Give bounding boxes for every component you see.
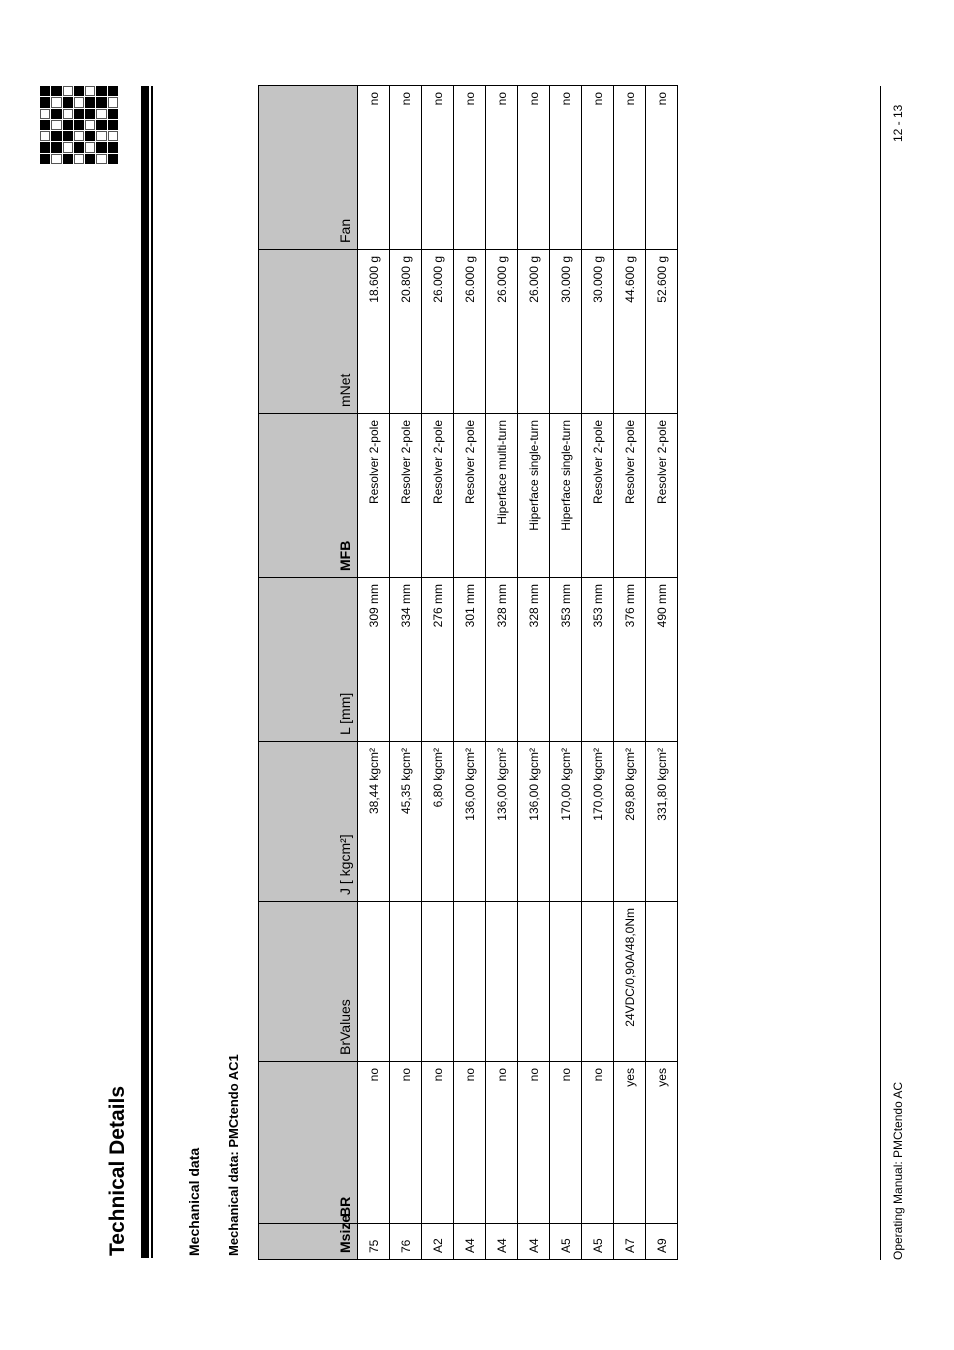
column-header-l: L [mm]	[259, 578, 358, 742]
table-cell-fan: no	[646, 86, 678, 250]
table-cell-fan: no	[358, 86, 390, 250]
footer-rule	[880, 86, 881, 1260]
table-cell-l: 276 mm	[422, 578, 454, 742]
table-cell-msize: A5	[582, 1224, 614, 1260]
table-cell-brvalues	[486, 902, 518, 1062]
table-cell-br: no	[582, 1062, 614, 1224]
table-row	[550, 86, 582, 1260]
table-cell-j: 170,00 kgcm²	[582, 742, 614, 902]
table-cell-mnet: 30.000 g	[550, 250, 582, 414]
table-row	[614, 86, 646, 1260]
table-cell-mfb: Resolver 2-pole	[390, 414, 422, 578]
table-cell-mnet: 26.000 g	[422, 250, 454, 414]
table-cell-fan: no	[614, 86, 646, 250]
table-cell-br: no	[486, 1062, 518, 1224]
table-cell-brvalues	[582, 902, 614, 1062]
column-header-brvalues: BrValues	[259, 902, 358, 1062]
table-cell-l: 376 mm	[614, 578, 646, 742]
table-cell-l: 334 mm	[390, 578, 422, 742]
column-header-mnet: mNet	[259, 250, 358, 414]
column-header-j: J [ kgcm²]	[259, 742, 358, 902]
company-logo	[40, 86, 118, 164]
header-rule-thick	[141, 86, 149, 1258]
table-cell-brvalues: 24VDC/0,90A/48,0Nm	[614, 902, 646, 1062]
table-cell-msize: A4	[454, 1224, 486, 1260]
table-cell-mnet: 18.600 g	[358, 250, 390, 414]
table-row	[646, 86, 678, 1260]
subsection-heading: Mechanical data: PMCtendo AC1	[226, 1054, 241, 1256]
table-cell-fan: no	[550, 86, 582, 250]
table-cell-mnet: 26.000 g	[486, 250, 518, 414]
table-cell-msize: A7	[614, 1224, 646, 1260]
table-cell-j: 45,35 kgcm²	[390, 742, 422, 902]
table-cell-msize: A4	[518, 1224, 550, 1260]
table-cell-j: 136,00 kgcm²	[486, 742, 518, 902]
table-cell-brvalues	[518, 902, 550, 1062]
table-cell-j: 170,00 kgcm²	[550, 742, 582, 902]
table-cell-msize: A9	[646, 1224, 678, 1260]
section-heading: Mechanical data	[186, 1147, 202, 1256]
table-cell-msize: 75	[358, 1224, 390, 1260]
table-cell-mnet: 26.000 g	[518, 250, 550, 414]
table-cell-brvalues	[550, 902, 582, 1062]
table-row	[518, 86, 550, 1260]
table-cell-j: 6,80 kgcm²	[422, 742, 454, 902]
table-row	[390, 86, 422, 1260]
table-cell-mfb: Resolver 2-pole	[358, 414, 390, 578]
table-cell-brvalues	[390, 902, 422, 1062]
table-cell-mnet: 44.600 g	[614, 250, 646, 414]
table-cell-brvalues	[358, 902, 390, 1062]
table-cell-l: 490 mm	[646, 578, 678, 742]
table-cell-br: yes	[614, 1062, 646, 1224]
table-cell-j: 136,00 kgcm²	[454, 742, 486, 902]
table-cell-mnet: 20.800 g	[390, 250, 422, 414]
table-cell-fan: no	[454, 86, 486, 250]
table-cell-j: 331,80 kgcm²	[646, 742, 678, 902]
table-cell-fan: no	[390, 86, 422, 250]
table-cell-mnet: 30.000 g	[582, 250, 614, 414]
table-cell-mfb: Hiperface single-turn	[518, 414, 550, 578]
footer-manual-title: Operating Manual: PMCtendo AC	[891, 1081, 905, 1260]
table-row	[486, 86, 518, 1260]
table-cell-br: no	[454, 1062, 486, 1224]
table-cell-br: no	[550, 1062, 582, 1224]
table-cell-mnet: 52.600 g	[646, 250, 678, 414]
table-cell-mfb: Resolver 2-pole	[422, 414, 454, 578]
table-cell-brvalues	[454, 902, 486, 1062]
table-cell-mnet: 26.000 g	[454, 250, 486, 414]
mechanical-data-table	[258, 85, 678, 1260]
table-cell-j: 136,00 kgcm²	[518, 742, 550, 902]
table-cell-br: no	[390, 1062, 422, 1224]
table-cell-msize: A5	[550, 1224, 582, 1260]
table-cell-mfb: Hiperface single-turn	[550, 414, 582, 578]
table-cell-br: no	[422, 1062, 454, 1224]
table-cell-fan: no	[422, 86, 454, 250]
header-rule-thin	[151, 86, 153, 1258]
table-cell-l: 301 mm	[454, 578, 486, 742]
table-cell-fan: no	[518, 86, 550, 250]
table-cell-mfb: Resolver 2-pole	[582, 414, 614, 578]
table-cell-l: 309 mm	[358, 578, 390, 742]
table-cell-j: 38,44 kgcm²	[358, 742, 390, 902]
table-cell-msize: 76	[390, 1224, 422, 1260]
column-header-br: BR	[259, 1062, 358, 1224]
table-cell-br: no	[518, 1062, 550, 1224]
table-cell-br: no	[358, 1062, 390, 1224]
table-cell-msize: A2	[422, 1224, 454, 1260]
table-row	[422, 86, 454, 1260]
table-cell-msize: A4	[486, 1224, 518, 1260]
table-cell-j: 269,80 kgcm²	[614, 742, 646, 902]
table-cell-mfb: Resolver 2-pole	[646, 414, 678, 578]
column-header-fan: Fan	[259, 86, 358, 250]
table-row	[582, 86, 614, 1260]
column-header-mfb: MFB	[259, 414, 358, 578]
table-cell-brvalues	[422, 902, 454, 1062]
table-cell-mfb: Resolver 2-pole	[614, 414, 646, 578]
table-row	[358, 86, 390, 1260]
footer-page-number: 12 - 13	[891, 104, 905, 142]
table-cell-br: yes	[646, 1062, 678, 1224]
table-cell-fan: no	[486, 86, 518, 250]
table-cell-brvalues	[646, 902, 678, 1062]
table-cell-l: 353 mm	[582, 578, 614, 742]
table-cell-mfb: Resolver 2-pole	[454, 414, 486, 578]
page-title: Technical Details	[106, 1085, 129, 1256]
table-cell-l: 328 mm	[486, 578, 518, 742]
table-row	[454, 86, 486, 1260]
column-header-msize: Msize	[259, 1224, 358, 1260]
table-cell-fan: no	[582, 86, 614, 250]
table-cell-l: 353 mm	[550, 578, 582, 742]
table-cell-mfb: Hiperface multi-turn	[486, 414, 518, 578]
table-cell-l: 328 mm	[518, 578, 550, 742]
